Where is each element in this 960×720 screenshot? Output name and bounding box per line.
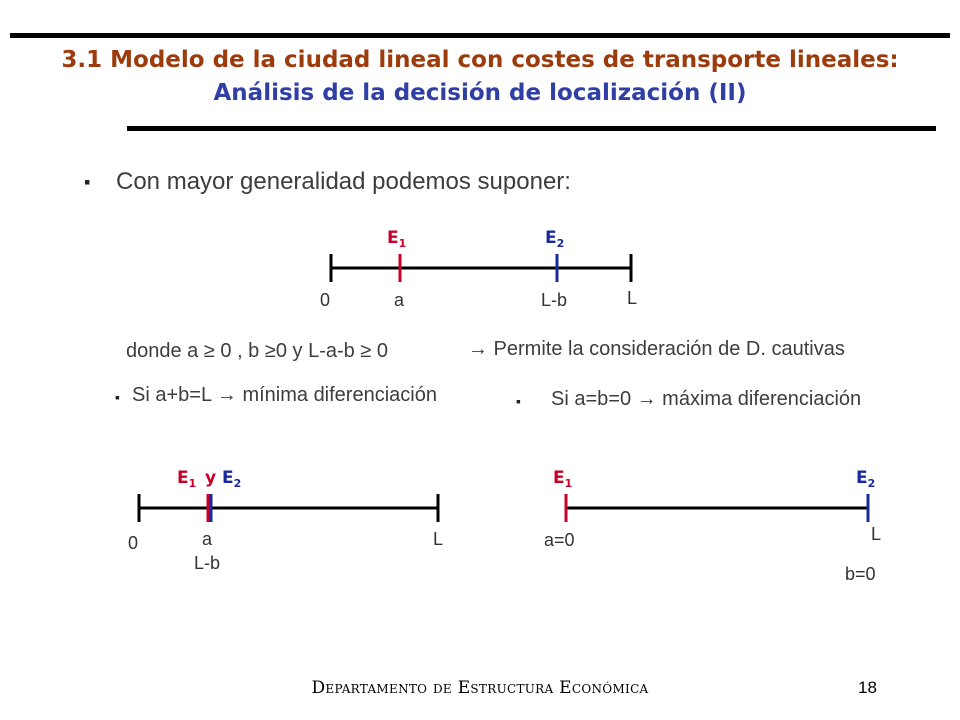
tick-label-a: a	[394, 290, 405, 310]
diagram-general	[320, 228, 637, 310]
intro-text: Con mayor generalidad podemos suponer:	[116, 168, 571, 195]
tick-label-zero: 0	[128, 533, 139, 553]
captive-demand-text: → Permite la consideración de D. cautivas	[468, 338, 845, 360]
slide-subtitle: Análisis de la decisión de localización (II)	[213, 80, 747, 106]
firm1-label: $E_1$	[553, 468, 573, 490]
tick-label-zero: 0	[320, 290, 331, 310]
firm2-label: $E_2$	[856, 468, 876, 490]
diagram-max-diff	[544, 468, 881, 584]
diagram-min-diff	[128, 468, 443, 573]
firm2-label: $E_2$	[222, 468, 242, 490]
min-bullet: ▪	[115, 389, 120, 405]
firm1-label: $E_1$	[387, 228, 407, 250]
max-bullet: ▪	[516, 393, 521, 409]
page-number: 18	[858, 678, 877, 697]
tick-label-l: L	[871, 524, 882, 544]
intro-bullet: ▪	[84, 172, 91, 192]
tick-label-l: L	[433, 529, 444, 549]
slide-title: 3.1 Modelo de la ciudad lineal con costes de transporte lineales:	[61, 47, 899, 73]
tick-label-l: L	[627, 288, 638, 308]
footer-department: Departamento de Estructura Económica	[311, 678, 649, 698]
tick-label-a0: a=0	[544, 530, 575, 550]
tick-label-a: a	[202, 529, 213, 549]
max-diff-text: Si a=b=0 → máxima diferenciación	[551, 388, 862, 410]
tick-label-lb: L-b	[541, 290, 568, 310]
min-diff-text: Si a+b=L → mínima diferenciación	[132, 384, 437, 406]
firm2-label: $E_2$	[545, 228, 565, 250]
joiner-label: y	[205, 468, 217, 488]
tick-label-lb: L-b	[194, 553, 221, 573]
conditions-text: donde a ≥ 0 , b ≥0 y L-a-b ≥ 0	[126, 340, 388, 362]
firm1-label: $E_1$	[177, 468, 197, 490]
tick-label-b0: b=0	[845, 564, 876, 584]
